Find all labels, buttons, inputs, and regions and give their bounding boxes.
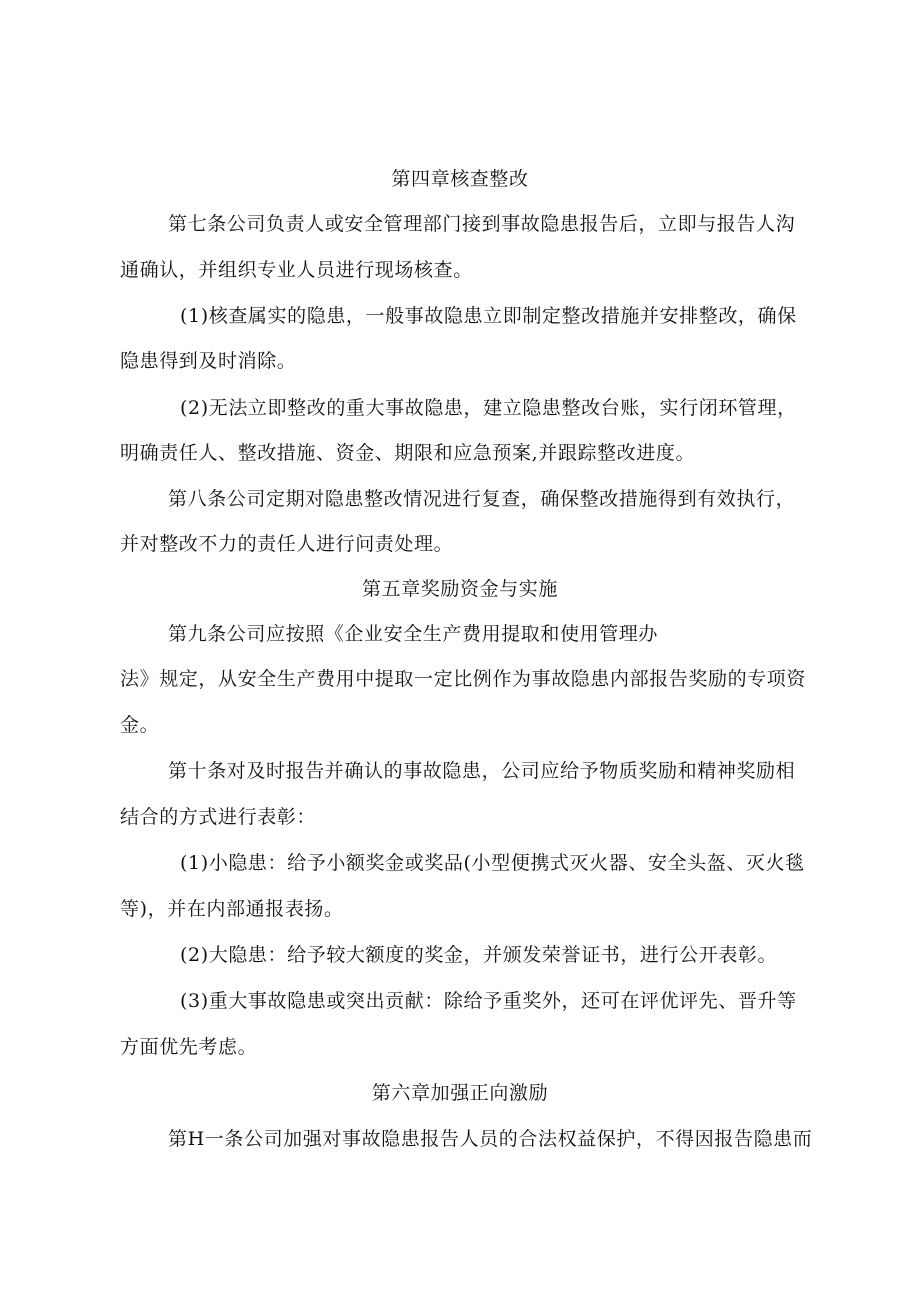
article9-line1: 第九条公司应按照《企业安全生产费用提取和使用管理办 [168, 623, 659, 645]
chapter5-title: 第五章奖励资金与实施 [361, 578, 558, 600]
ch5-item1-line1: (1)小隐患：给予小额奖金或奖品(小型便携式灭火器、安全头盔、灭火毯 [180, 852, 805, 874]
ch4-item1-line1: (1)核查属实的隐患，一般事故隐患立即制定整改措施并安排整改，确保 [180, 305, 797, 327]
article10-line2: 结合的方式进行表彰： [120, 806, 317, 828]
article10-line1: 第十条对及时报告并确认的事故隐患，公司应给予物质奖励和精神奖励相 [168, 760, 796, 782]
ch5-item3-line1: (3)重大事故隐患或突出贡献：除给予重奖外，还可在评优评先、晋升等 [180, 990, 797, 1012]
article7-line1: 第七条公司负责人或安全管理部门接到事故隐患报告后，立即与报告人沟 [168, 213, 796, 235]
article9-line2: 法》规定，从安全生产费用中提取一定比例作为事故隐患内部报告奖励的专项资 [120, 668, 807, 690]
ch5-item3-line2: 方面优先考虑。 [120, 1036, 258, 1058]
article11-line1: 第H一条公司加强对事故隐患报告人员的合法权益保护，不得因报告隐患而 [168, 1128, 813, 1150]
ch4-item1-line2: 隐患得到及时消除。 [120, 350, 297, 372]
ch4-item2-line1: (2)无法立即整改的重大事故隐患，建立隐患整改台账，实行闭环管理， [180, 397, 797, 419]
ch5-item2-line1: (2)大隐患：给予较大额度的奖金，并颁发荣誉证书，进行公开表彰。 [180, 944, 778, 966]
ch4-item2-line2: 明确责任人、整改措施、资金、期限和应急预案,并跟踪整改进度。 [120, 442, 696, 464]
article7-line2: 通确认，并组织专业人员进行现场核查。 [120, 259, 473, 281]
article8-line2: 并对整改不力的责任人进行问责处理。 [120, 533, 454, 555]
chapter6-title: 第六章加强正向激励 [371, 1082, 549, 1104]
article9-line3: 金。 [120, 714, 160, 736]
ch5-item1-line2: 等)，并在内部通报表扬。 [120, 898, 344, 920]
chapter4-title: 第四章核查整改 [391, 168, 529, 190]
article8-line1: 第八条公司定期对隐患整改情况进行复查，确保整改措施得到有效执行， [168, 488, 796, 510]
